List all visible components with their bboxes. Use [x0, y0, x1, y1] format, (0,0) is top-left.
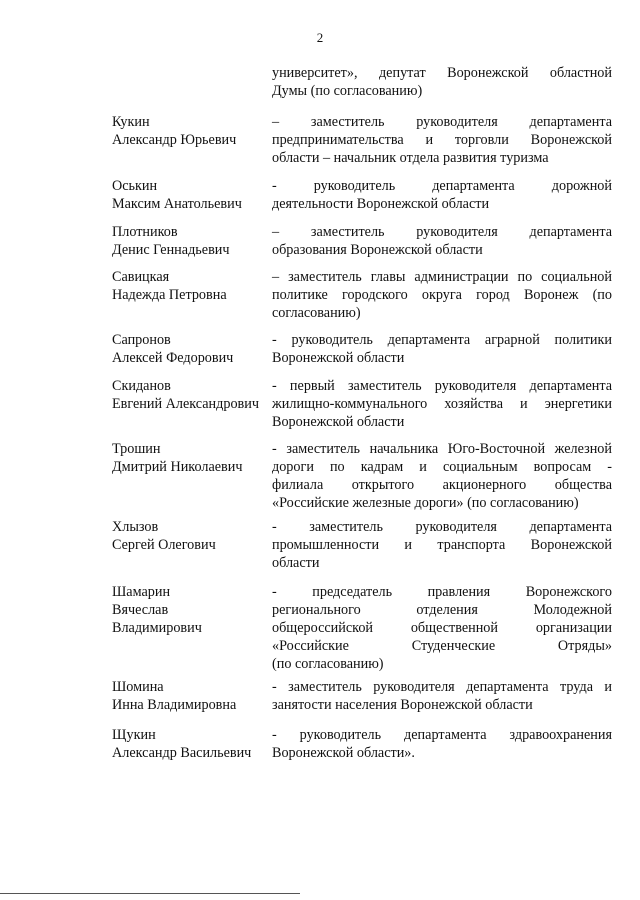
member-name: Трошин Дмитрий Николаевич	[112, 441, 243, 475]
description-line: деятельности Воронежской области	[272, 196, 490, 212]
description-line: «Российские Студенческие Отряды»	[272, 638, 612, 654]
member-name: Оськин Максим Анатольевич	[112, 178, 242, 212]
description-line: общероссийской общественной организации	[272, 620, 612, 636]
description-line: - заместитель начальника Юго-Восточной железной	[272, 441, 612, 457]
member-description	[272, 678, 612, 714]
member-name: Кукин Александр Юрьевич	[112, 114, 237, 148]
footer-divider	[0, 893, 300, 894]
member-description	[272, 177, 612, 213]
member-description	[272, 583, 612, 673]
description-line: (по согласованию)	[272, 656, 384, 672]
member-name: Сапронов Алексей Федорович	[112, 332, 234, 366]
description-line: Воронежской области».	[272, 745, 415, 761]
member-name: Плотников Денис Геннадьевич	[112, 224, 230, 258]
description-line: области – начальник отдела развития туризма	[272, 150, 549, 166]
description-line: жилищно-коммунального хозяйства и энергетики	[272, 396, 612, 412]
member-name: Шомина Инна Владимировна	[112, 679, 237, 713]
member-description	[272, 113, 612, 167]
description-line: филиала открытого акционерного общества	[272, 477, 612, 493]
description-line: политике городского округа город Воронеж (по	[272, 287, 612, 303]
description-line: занятости населения Воронежской области	[272, 697, 533, 713]
description-line: университет», депутат Воронежской областной	[272, 65, 612, 81]
description-line: Воронежской области	[272, 414, 405, 430]
description-line: - первый заместитель руководителя департамента	[272, 378, 612, 394]
member-name: Скиданов Евгений Александрович	[112, 378, 259, 412]
description-line: предпринимательства и торговли Воронежской	[272, 132, 612, 148]
member-name: Щукин Александр Васильевич	[112, 727, 252, 761]
description-line: - руководитель департамента здравоохранения	[272, 727, 612, 743]
description-line: регионального отделения Молодежной	[272, 602, 612, 618]
page-number: 2	[316, 30, 324, 45]
description-line: - заместитель руководителя департамента труда и	[272, 679, 612, 695]
description-line: – заместитель главы администрации по социальной	[272, 269, 612, 285]
member-description	[272, 726, 612, 762]
member-description	[272, 268, 612, 322]
description-line: промышленности и транспорта Воронежской	[272, 537, 612, 553]
description-line: - заместитель руководителя департамента	[272, 519, 612, 535]
description-line: - руководитель департамента аграрной политики	[272, 332, 612, 348]
member-name: Шамарин Вячеслав Владимирович	[112, 584, 202, 636]
member-name: Хлызов Сергей Олегович	[112, 519, 216, 553]
description-line: согласованию)	[272, 305, 361, 321]
description-line: – заместитель руководителя департамента	[272, 224, 612, 240]
description-line: Думы (по согласованию)	[272, 83, 423, 99]
description-line: - председатель правления Воронежского	[272, 584, 612, 600]
description-line: образования Воронежской области	[272, 242, 483, 258]
member-description	[272, 518, 612, 572]
member-description	[272, 331, 612, 367]
member-name: Савицкая Надежда Петровна	[112, 269, 227, 303]
description-line: «Российские железные дороги» (по согласованию)	[272, 495, 579, 511]
description-line: области	[272, 555, 320, 571]
description-line: - руководитель департамента дорожной	[272, 178, 612, 194]
member-description	[272, 223, 612, 259]
member-description	[272, 440, 612, 512]
description-line: Воронежской области	[272, 350, 405, 366]
member-description	[272, 64, 612, 100]
description-line: – заместитель руководителя департамента	[272, 114, 612, 130]
member-description	[272, 377, 612, 431]
description-line: дороги по кадрам и социальным вопросам -	[272, 459, 612, 475]
